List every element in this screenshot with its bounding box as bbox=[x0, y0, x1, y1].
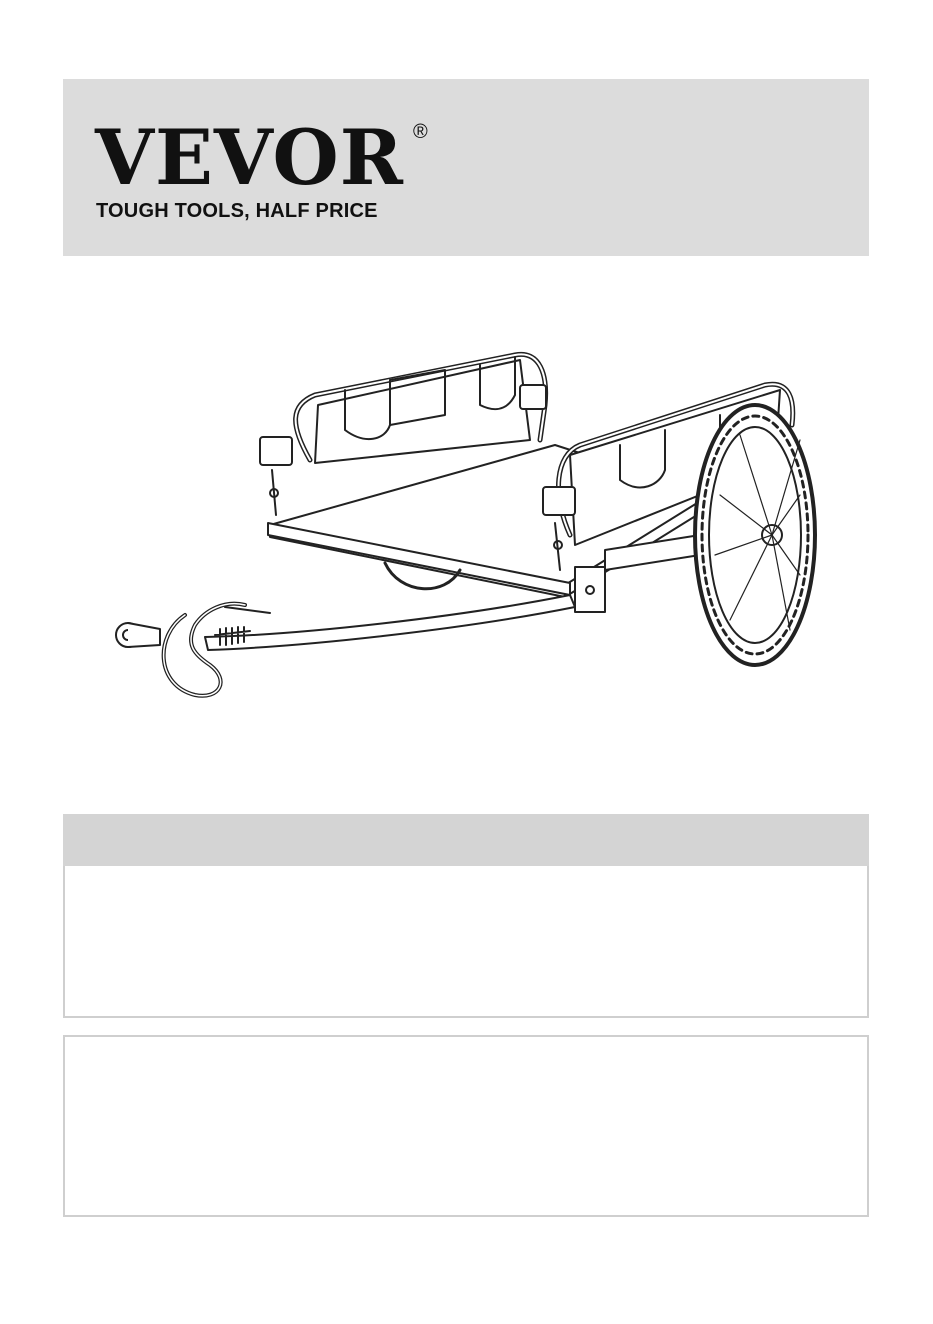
bike-cargo-trailer-icon bbox=[100, 345, 840, 715]
brand-logo bbox=[95, 113, 429, 202]
info-box-lower bbox=[63, 1035, 869, 1217]
registered-mark: ® bbox=[413, 121, 429, 143]
brand-logo-text: VEVOR bbox=[95, 113, 404, 202]
box-header-bar bbox=[63, 814, 869, 866]
brand-tagline: TOUGH TOOLS, HALF PRICE bbox=[96, 200, 378, 222]
info-box-upper bbox=[63, 866, 869, 1018]
